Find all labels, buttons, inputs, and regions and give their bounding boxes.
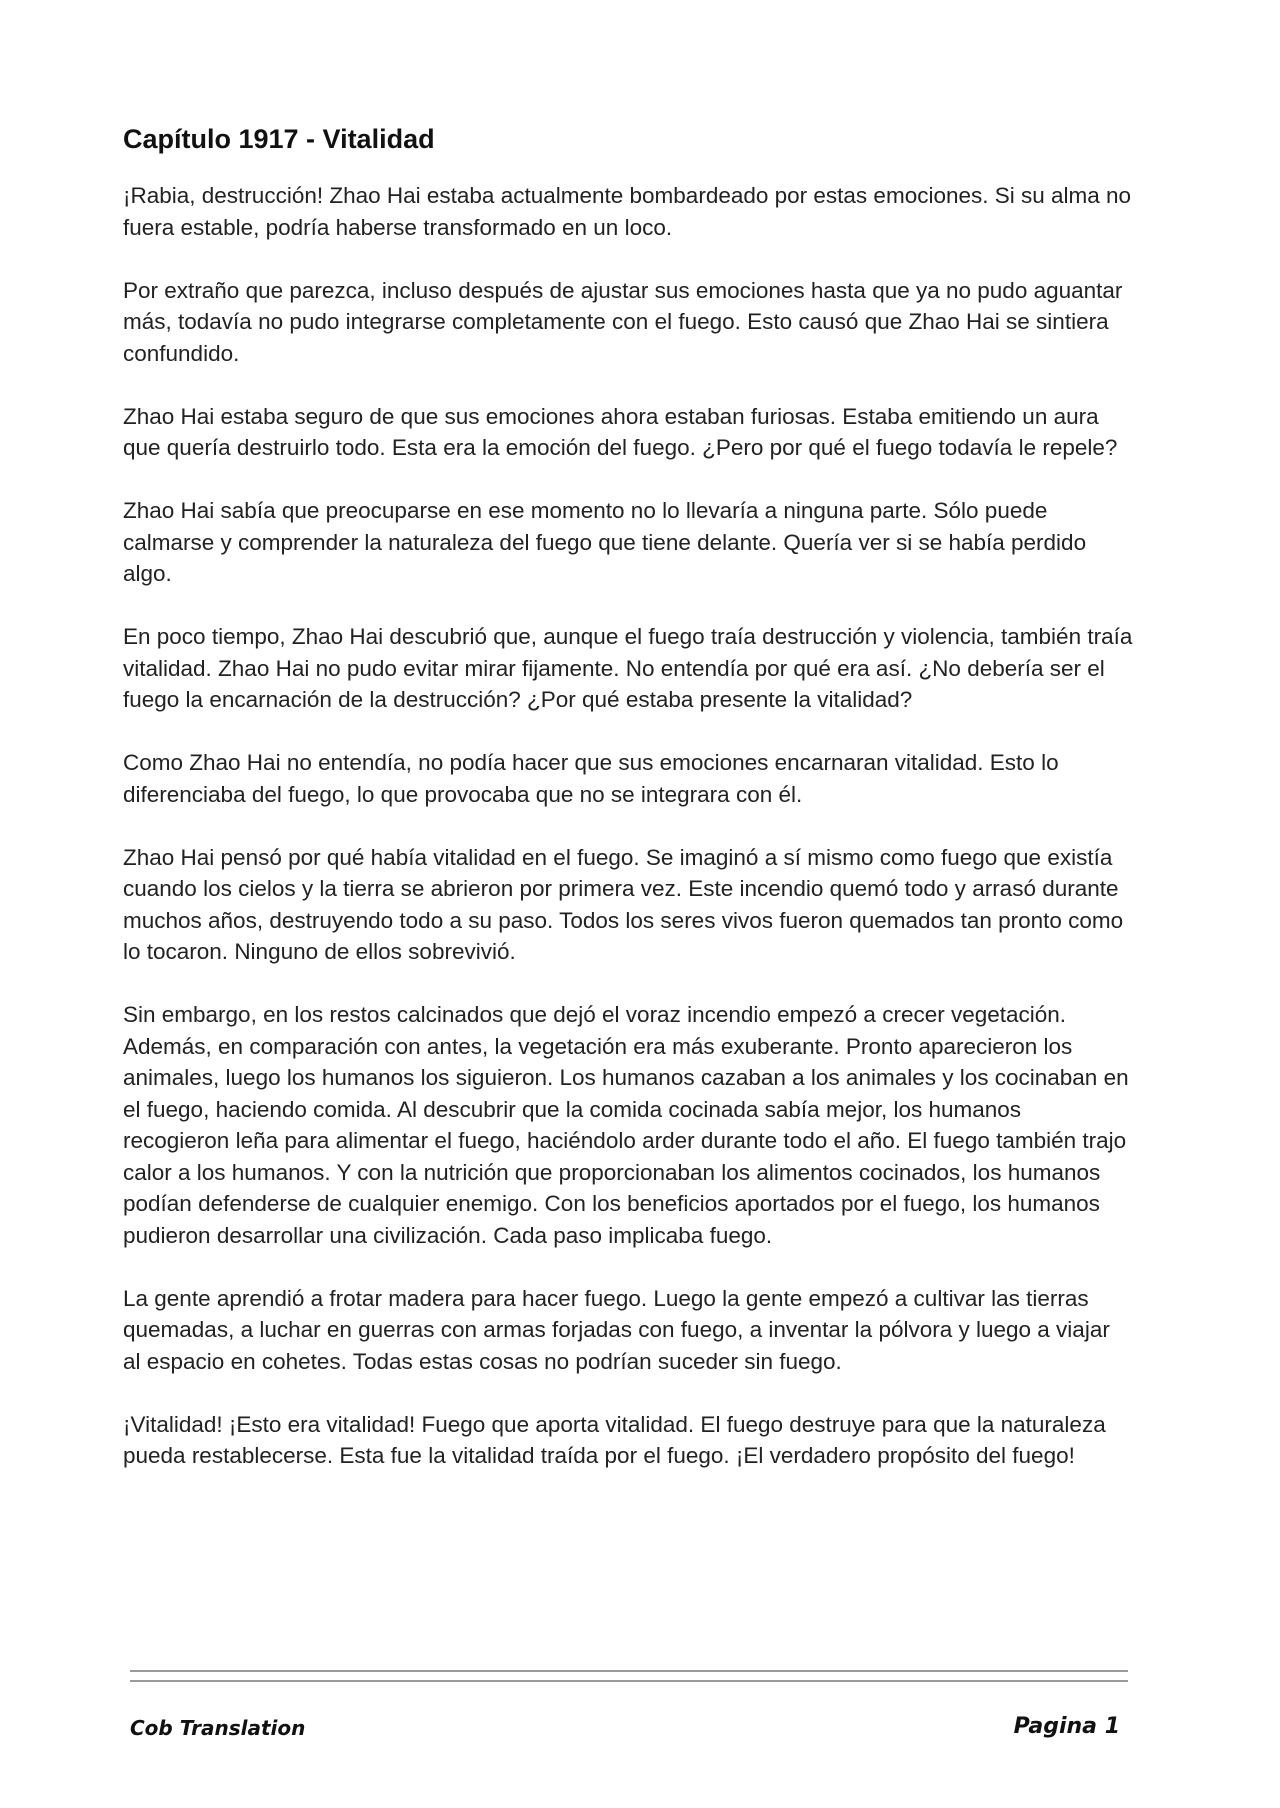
paragraph-3: Zhao Hai estaba seguro de que sus emociones ahora estaban furiosas. Estaba emitiendo un aura que quería destruirlo todo. Esta era la emoción del fuego. ¿Pero por qué el fuego todavía le repele? [123,403,1118,460]
footer-translator-credit: Cob Translation [130,1716,306,1740]
paragraph-9: La gente aprendió a frotar madera para hacer fuego. Luego la gente empezó a cultivar las tierras quemadas, a luchar en guerras con armas forjadas con fuego, a inventar la pólvora y luego a viajar al espacio en cohetes. Todas estas cosas no podrían suceder sin fuego. [123,1285,1110,1374]
paragraph-8: Sin embargo, en los restos calcinados que dejó el voraz incendio empezó a crecer vegetación. Además, en comparación con antes, la vegetación era más exuberante. Pronto aparecieron los animales, luego los humanos los siguieron. Los humanos cazaban a los animales y los cocinaban en el fuego, haciendo comida. Al descubrir que la comida cocinada sabía mejor, los humanos recogieron leña para alimentar el fuego, haciéndolo arder durante todo el año. El fuego también trajo calor a los humanos. Y con la nutrición que proporcionaban los alimentos cocinados, los humanos podían defenderse de cualquier enemigo. Con los beneficios aportados por el fuego, los humanos pudieron desarrollar una civilización. Cada paso implicaba fuego. [123,1002,1129,1248]
chapter-title: Capítulo 1917 - Vitalidad [123,124,435,154]
paragraph-2: Por extraño que parezca, incluso después de ajustar sus emociones hasta que ya no pudo aguantar más, todavía no pudo integrarse completamente con el fuego. Esto causó que Zhao Hai se sintiera confundido. [123,277,1123,366]
paragraph-7: Zhao Hai pensó por qué había vitalidad en el fuego. Se imaginó a sí mismo como fuego que existía cuando los cielos y la tierra se abrieron por primera vez. Este incendio quemó todo y arrasó durante muchos años, destruyendo todo a su paso. Todos los seres vivos fueron quemados tan pronto como lo tocaron. Ninguno de ellos sobrevivió. [123,844,1124,964]
document-body [123,122,1133,1503]
footer-rule-top [130,1670,1128,1672]
paragraph-6: Como Zhao Hai no entendía, no podía hacer que sus emociones encarnaran vitalidad. Esto lo diferenciaba del fuego, lo que provocaba que no se integrara con él. [123,750,1059,807]
footer-rule-bottom [130,1680,1128,1682]
paragraph-10: ¡Vitalidad! ¡Esto era vitalidad! Fuego que aporta vitalidad. El fuego destruye para que la naturaleza pueda restablecerse. Esta fue la vitalidad traída por el fuego. ¡El verdadero propósito del fuego! [123,1411,1106,1468]
paragraph-5: En poco tiempo, Zhao Hai descubrió que, aunque el fuego traía destrucción y violencia, también traía vitalidad. Zhao Hai no pudo evitar mirar fijamente. No entendía por qué era así. ¿No debería ser el fuego la encarnación de la destrucción? ¿Por qué estaba presente la vitalidad? [123,624,1133,712]
paragraph-1: ¡Rabia, destrucción! Zhao Hai estaba actualmente bombardeado por estas emociones. Si su alma no fuera estable, podría haberse transformado en un loco. [123,183,1132,240]
footer-divider [130,1670,1128,1684]
footer-page-number: Pagina 1 [1013,1714,1120,1739]
paragraph-4: Zhao Hai sabía que preocuparse en ese momento no lo llevaría a ninguna parte. Sólo puede calmarse y comprender la naturaleza del fuego que tiene delante. Quería ver si se había perdido algo. [123,498,1087,586]
